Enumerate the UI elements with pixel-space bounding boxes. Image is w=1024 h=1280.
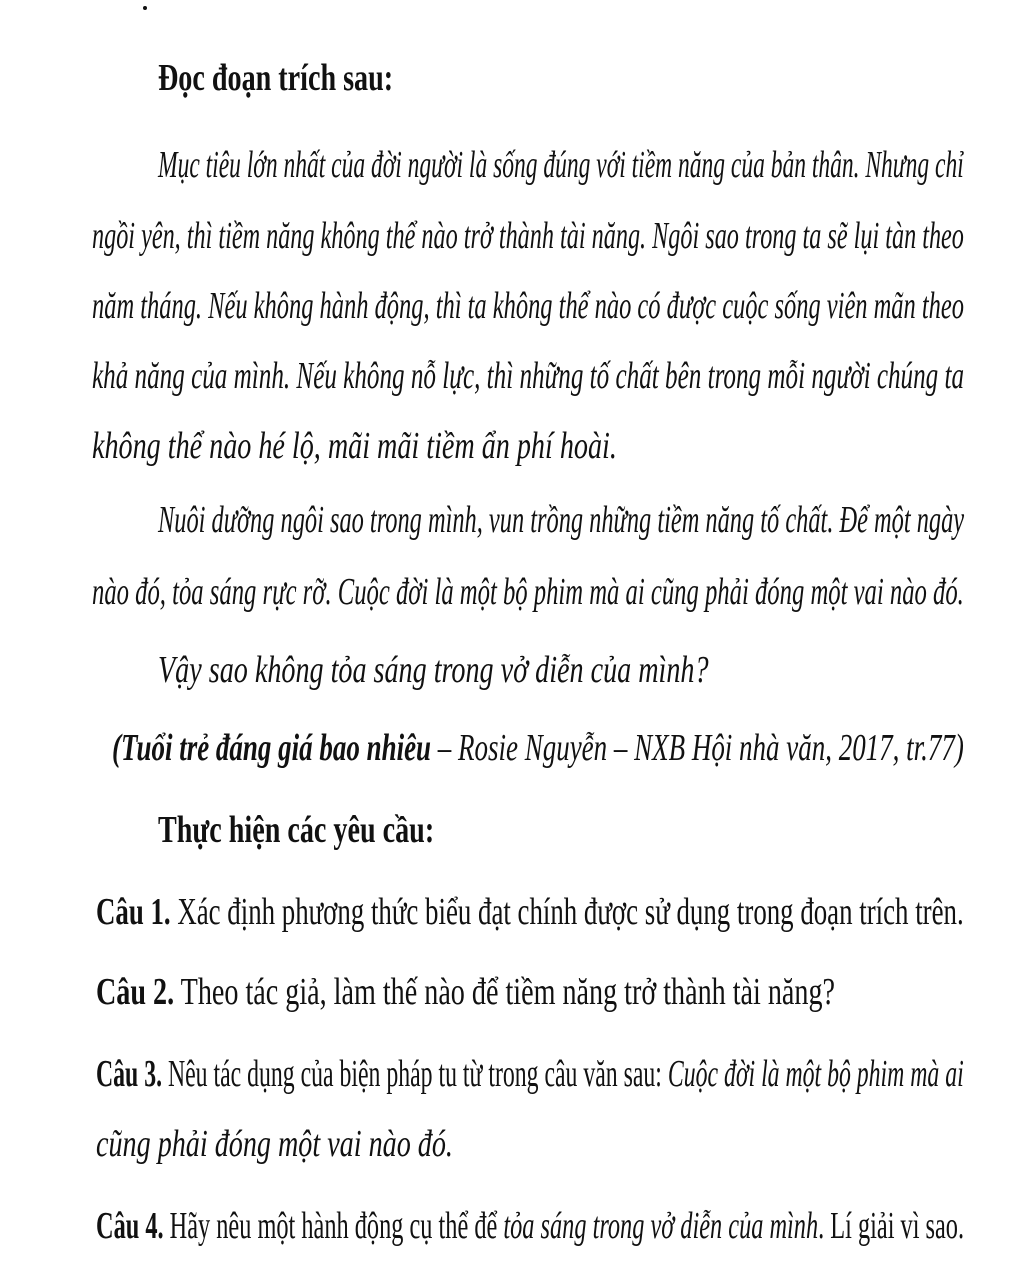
passage-p1-line-2: ngồi yên, thì tiềm năng không thể nào trở thành tài năng. Ngôi sao trong ta sẽ lụi tàn theo	[92, 215, 964, 257]
passage-p2-line-1: Nuôi dưỡng ngôi sao trong mình, vun trồng những tiềm năng tố chất. Để một ngày	[158, 499, 965, 541]
citation-rest: – Rosie Nguyễn – NXB Hội nhà văn, 2017, tr.77)	[431, 727, 964, 769]
question-3-quote-part1: Cuộc đời là một bộ phim mà ai	[667, 1053, 964, 1095]
citation-open-paren: (	[112, 727, 121, 769]
heading-read-excerpt: Đọc đoạn trích sau:	[158, 57, 394, 99]
passage-p1-line-1: Mục tiêu lớn nhất của đời người là sống đúng với tiềm năng của bản thân. Nhưng chỉ	[158, 144, 964, 186]
question-3	[96, 1054, 964, 1094]
task-heading: Thực hiện các yêu cầu:	[158, 809, 435, 851]
citation	[112, 728, 964, 768]
question-1	[96, 892, 964, 932]
passage-p1-line-5: không thể nào hé lộ, mãi mãi tiềm ẩn phí hoài.	[92, 425, 617, 467]
question-3-label: Câu 3.	[96, 1053, 163, 1095]
question-1-text: Xác định phương thức biểu đạt chính được sử dụng trong đoạn trích trên.	[170, 891, 964, 933]
question-4-text: Hãy nêu một hành động cụ thể để	[163, 1205, 504, 1247]
question-2-label: Câu 2.	[96, 971, 175, 1013]
passage-p1-line-4: khả năng của mình. Nếu không nỗ lực, thì những tố chất bên trong mỗi người chúng ta	[92, 355, 965, 397]
passage-p2-line-2: nào đó, tỏa sáng rực rỡ. Cuộc đời là một bộ phim mà ai cũng phải đóng một vai nào đó.	[92, 571, 964, 613]
passage-p1-line-3: năm tháng. Nếu không hành động, thì ta không thể nào có được cuộc sống viên mãn theo	[92, 285, 964, 327]
question-4-text-after: . Lí giải vì sao.	[818, 1205, 965, 1247]
question-3-text: Nêu tác dụng của biện pháp tu từ trong câu văn sau:	[162, 1053, 668, 1095]
question-4-quote: tỏa sáng trong vở diễn của mình	[503, 1205, 819, 1247]
question-2	[96, 972, 835, 1012]
question-1-label: Câu 1.	[96, 891, 171, 933]
stray-dot	[143, 6, 147, 10]
passage-p3: Vậy sao không tỏa sáng trong vở diễn của mình?	[158, 649, 709, 691]
question-2-text: Theo tác giả, làm thế nào để tiềm năng trở thành tài năng?	[174, 971, 836, 1013]
question-4-label: Câu 4.	[96, 1205, 164, 1247]
citation-book-title: Tuổi trẻ đáng giá bao nhiêu	[120, 727, 432, 769]
question-3-quote-part2: cũng phải đóng một vai nào đó.	[96, 1123, 453, 1165]
question-4	[96, 1206, 964, 1246]
